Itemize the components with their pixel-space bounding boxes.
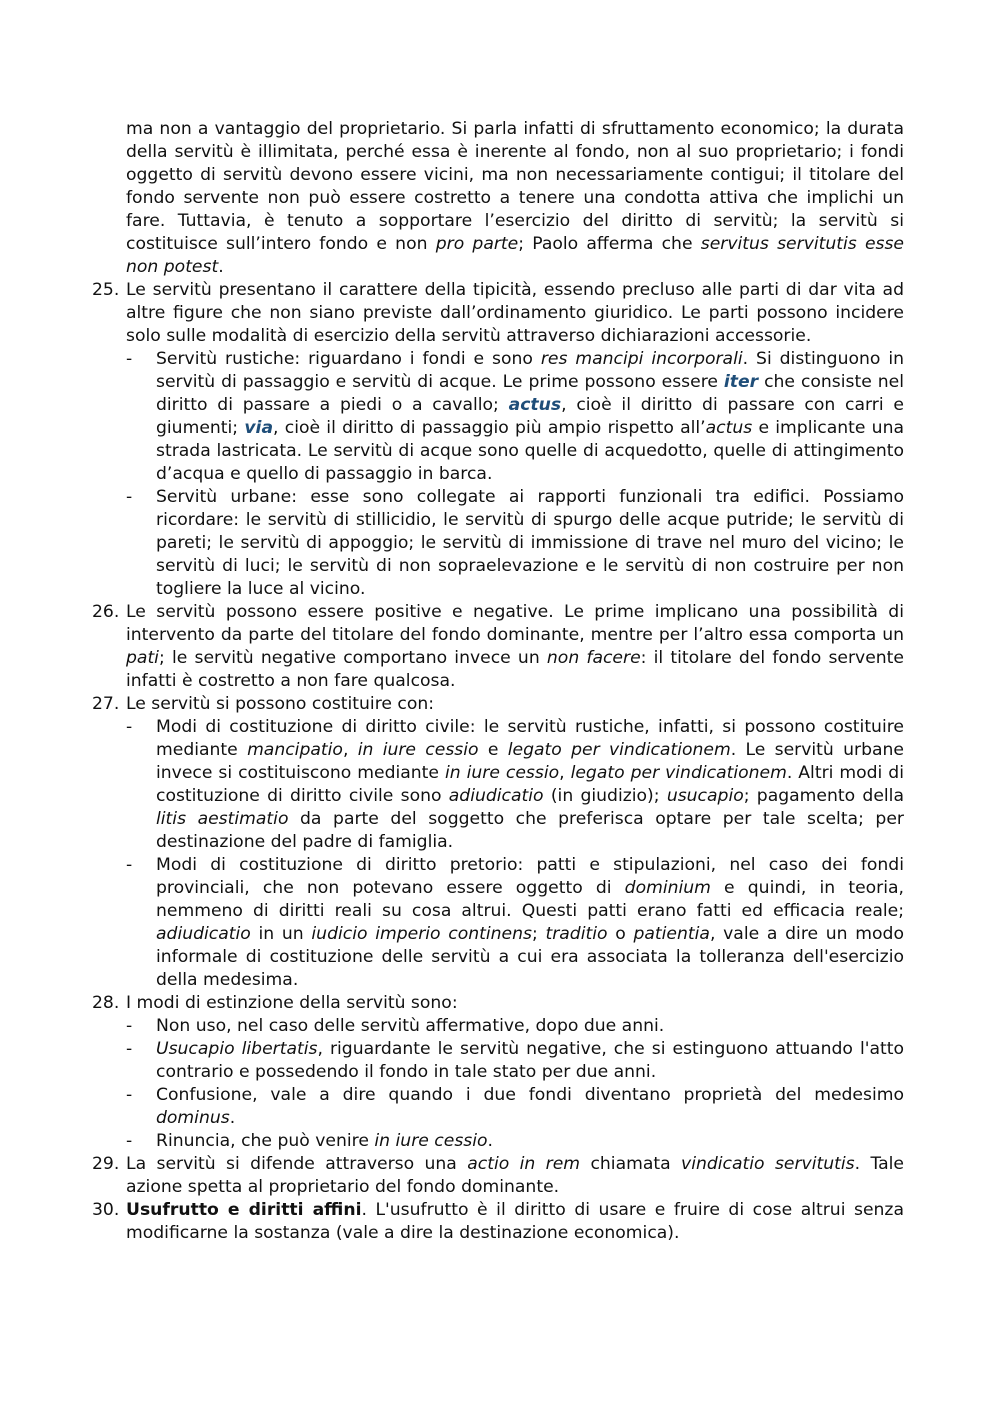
text-run: I modi di estinzione della servitù sono:: [126, 993, 458, 1013]
bullet-item: [126, 716, 904, 854]
bullet-dash: -: [126, 1131, 133, 1151]
italic-text: adiudicatio: [448, 786, 544, 806]
item-number: 28.: [92, 993, 120, 1013]
italic-text: actus: [705, 418, 753, 438]
bullet-dash: -: [126, 487, 133, 507]
item-number: 30.: [92, 1200, 120, 1220]
text-run: e implicante una strada lastricata. Le servitù di acque sono quelle di acquedotto, quelle di attingimento d’acqua e quello di passaggio in barca.: [156, 418, 905, 484]
numbered-list: [92, 279, 905, 1245]
page-content: [92, 118, 905, 1245]
text-run: La servitù si difende attraverso una: [126, 1154, 468, 1174]
italic-text: litis aestimatio: [156, 809, 289, 829]
italic-text: iudicio imperio continens: [311, 924, 532, 944]
item-text: [126, 1199, 904, 1245]
italic-text: pro parte: [435, 234, 519, 254]
bullet-dash: -: [126, 855, 133, 875]
text-run: Modi di costituzione di diritto pretorio: patti e stipulazioni, nel caso dei fondi provinciali, che non potevano essere oggetto di: [156, 855, 904, 898]
bullet-item: [126, 1015, 904, 1038]
italic-text: legato per vindicationem: [570, 763, 787, 783]
text-run: o: [607, 924, 634, 944]
text-run: , cioè il diritto di passare con carri e giumenti;: [156, 395, 904, 438]
text-run: , riguardante le servitù negative, che si estinguono attuando l'atto contrario e possedendo il fondo in tale stato per due anni.: [156, 1039, 904, 1082]
item-text: [126, 601, 904, 693]
text-run: . Tale azione spetta al proprietario del fondo dominante.: [126, 1154, 904, 1197]
item-number: 27.: [92, 694, 120, 714]
text-run: e quindi, in teoria, nemmeno di diritti reali su cosa altrui. Questi patti erano fatti ed efficacia reale;: [156, 878, 904, 921]
text-run: ; pagamento della: [743, 786, 904, 806]
text-run: .: [218, 257, 224, 277]
text-run: Le servitù presentano il carattere della tipicità, essendo precluso alle parti di dar vita ad altre figure che non siano previste dall’ordinamento giuridico. Le parti possono incidere solo sulle modalità di esercizio della servitù attraverso dichiarazioni accessorie.: [126, 280, 904, 346]
bullet-item: [126, 854, 904, 992]
text-run: ,: [559, 763, 571, 783]
bullet-dash: -: [126, 717, 133, 737]
text-run: (in giudizio);: [543, 786, 667, 806]
italic-text: dominium: [624, 878, 711, 898]
highlighted-term: iter: [723, 372, 759, 392]
text-run: Non uso, nel caso delle servitù affermative, dopo due anni.: [156, 1016, 665, 1036]
text-run: che consiste nel diritto di passare a piedi o a cavallo;: [156, 372, 904, 415]
item-number: 26.: [92, 602, 120, 622]
italic-text: res mancipi incorporali: [540, 349, 743, 369]
bullet-item: [126, 348, 904, 486]
item-number: 25.: [92, 280, 120, 300]
intro-paragraph: [126, 118, 904, 279]
italic-text: vindicatio servitutis: [681, 1154, 855, 1174]
text-run: ; le servitù negative comportano invece un: [158, 648, 547, 668]
italic-text: traditio: [545, 924, 608, 944]
text-run: Confusione, vale a dire quando i due fondi diventano proprietà del medesimo: [156, 1085, 904, 1105]
text-run: . Altri modi di costituzione di diritto civile sono: [156, 763, 904, 806]
italic-text: servitus servitutis esse non potest: [126, 234, 905, 277]
list-item: [92, 1153, 904, 1199]
bullet-item: [126, 1084, 904, 1130]
bullet-item: [126, 1038, 904, 1084]
text-run: ,: [342, 740, 358, 760]
list-item: [92, 992, 904, 1153]
text-run: ma non a vantaggio del proprietario. Si parla infatti di sfruttamento economico; la durata della servitù è illimitata, perché essa è inerente al fondo, non al suo proprietario; i fondi oggetto di servitù devono essere vicini, ma non necessariamente contigui; il titolare del fondo servente non può essere costretto a tenere una condotta attiva che implichi un fare. Tuttavia, è tenuto a sopportare l’esercizio del diritto di servitù; la servitù si costituisce sull’intero fondo e non: [126, 119, 904, 254]
list-item: [92, 601, 904, 693]
list-item: [92, 279, 905, 601]
text-run: da parte del soggetto che preferisca optare per tale scelta; per destinazione del padre di famiglia.: [156, 809, 904, 852]
item-text: [126, 1153, 904, 1199]
italic-text: actio in rem: [467, 1154, 581, 1174]
italic-text: dominus: [156, 1108, 230, 1128]
text-run: . L'usufrutto è il diritto di usare e fruire di cose altrui senza modificarne la sostanza (vale a dire la destinazione economica).: [126, 1200, 904, 1243]
item-text: [126, 279, 904, 348]
text-run: ;: [531, 924, 546, 944]
italic-text: usucapio: [666, 786, 744, 806]
text-run: Servitù rustiche: riguardano i fondi e sono: [156, 349, 541, 369]
text-run: chiamata: [580, 1154, 682, 1174]
text-run: in un: [250, 924, 312, 944]
italic-text: in iure cessio: [374, 1131, 488, 1151]
text-run: . Le servitù urbane invece si costituiscono mediante: [156, 740, 904, 783]
italic-text: Usucapio libertatis: [156, 1039, 318, 1059]
bold-heading-text: Usufrutto e diritti affini: [126, 1200, 362, 1220]
text-run: Modi di costituzione di diritto civile: le servitù rustiche, infatti, si possono costituire mediante: [156, 717, 904, 760]
highlighted-term: via: [244, 418, 274, 438]
text-run: e: [478, 740, 508, 760]
text-run: ; Paolo afferma che: [518, 234, 701, 254]
italic-text: patientia: [633, 924, 710, 944]
text-run: Servitù urbane: esse sono collegate ai rapporti funzionali tra edifici. Possiamo ricordare: le servitù di stillicidio, le servitù di spurgo delle acque putride; le servitù di pareti; le servitù di appoggio; le servitù di immissione di trave nel muro del vicino; le servitù di luci; le servitù di non sopraelevazione e le servitù di non costruire per non togliere la luce al vicino.: [156, 487, 904, 599]
text-run: , vale a dire un modo informale di costituzione delle servitù a cui era associata la tolleranza dell'esercizio della medesima.: [156, 924, 904, 990]
highlighted-term: actus: [508, 395, 562, 415]
item-text: [126, 693, 904, 716]
list-item: [92, 693, 904, 992]
bullet-dash: -: [126, 1016, 133, 1036]
bullet-dash: -: [126, 1039, 133, 1059]
text-run: .: [487, 1131, 493, 1151]
italic-text: non facere: [546, 648, 641, 668]
bullet-item: [126, 486, 904, 601]
text-run: .: [229, 1108, 236, 1128]
item-text: [126, 992, 904, 1015]
bullet-item: [126, 1130, 904, 1153]
italic-text: in iure cessio: [357, 740, 479, 760]
text-run: . Si distinguono in servitù di passaggio e servitù di acque. Le prime possono essere: [156, 349, 904, 392]
text-run: : il titolare del fondo servente infatti è costretto a non fare qualcosa.: [126, 648, 904, 691]
text-run: , cioè il diritto di passaggio più ampio rispetto all’: [273, 418, 706, 438]
italic-text: legato per vindicationem: [507, 740, 731, 760]
italic-text: in iure cessio: [444, 763, 560, 783]
italic-text: adiudicatio: [156, 924, 251, 944]
text-run: Le servitù si possono costituire con:: [126, 694, 435, 714]
italic-text: pati: [126, 648, 159, 668]
item-number: 29.: [92, 1154, 120, 1174]
text-run: Le servitù possono essere positive e negative. Le prime implicano una possibilità di intervento da parte del titolare del fondo dominante, mentre per l’altro essa comporta un: [126, 602, 904, 645]
bullet-dash: -: [126, 349, 133, 369]
list-item: [92, 1199, 904, 1245]
text-run: Rinuncia, che può venire: [156, 1131, 375, 1151]
bullet-dash: -: [126, 1085, 133, 1105]
italic-text: mancipatio: [247, 740, 343, 760]
